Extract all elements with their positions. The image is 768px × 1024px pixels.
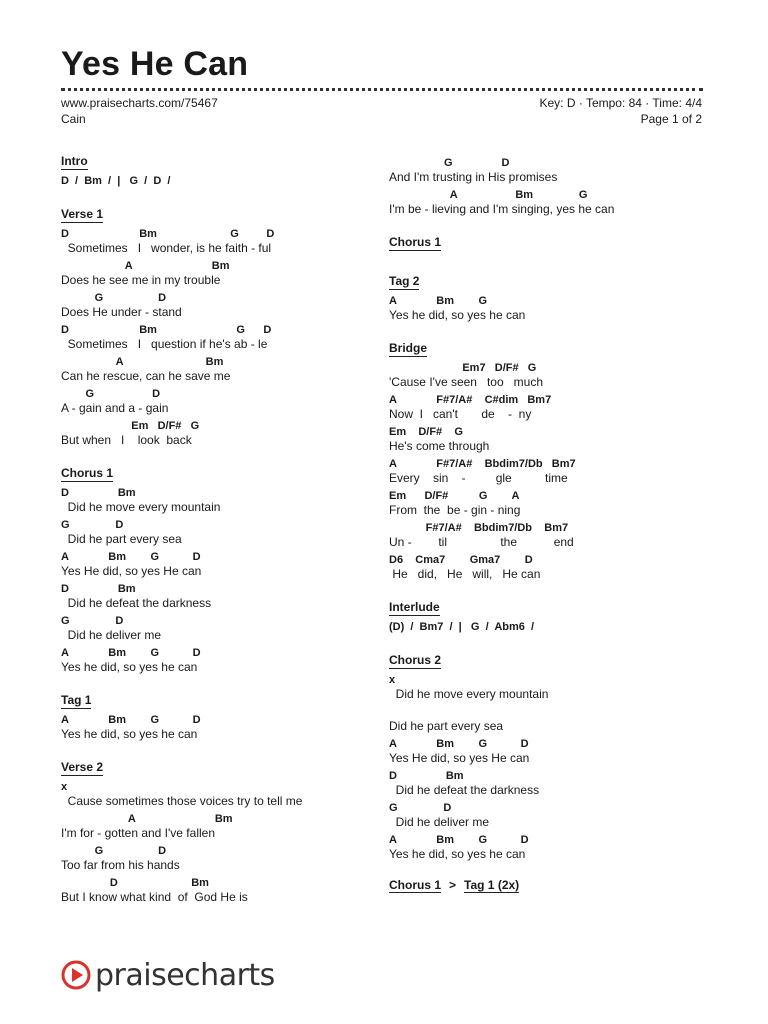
lyric-line: Too far from his hands — [61, 858, 180, 872]
song-section — [389, 272, 719, 322]
chord-line: A Bm G — [389, 189, 588, 201]
chord-line: Em D/F# G — [61, 420, 200, 432]
chord-line: D Bm — [61, 877, 209, 889]
song-section — [389, 651, 719, 861]
key-tempo-time: Key: D · Tempo: 84 · Time: 4/4 — [539, 96, 702, 110]
lyric-line: A - gain and a - gain — [61, 401, 169, 415]
flow-section-b: Tag 1 (2x) — [464, 878, 520, 892]
chord-line: A F#7/A# C#dim Bm7 — [389, 394, 552, 406]
lyric-line: He did, He will, He can — [389, 567, 541, 581]
song-section — [61, 758, 361, 904]
lyric-line: Sometimes I question if he's ab - le — [61, 337, 268, 351]
chord-line: D6 Cma7 Gma7 D — [389, 554, 533, 566]
chord-line: Em7 D/F# G — [389, 362, 537, 374]
lyric-line: Every sin - gle time — [389, 471, 568, 485]
lyric-line: But when I look back — [61, 433, 192, 447]
chord-line: G D — [389, 802, 452, 814]
lyric-line: I'm be - lieving and I'm singing, yes he can — [389, 202, 615, 216]
song-section — [389, 598, 719, 634]
chord-line: D Bm — [389, 770, 464, 782]
chord-line: G D — [61, 292, 167, 304]
title-divider — [61, 88, 703, 91]
chord-line: A Bm G D — [61, 714, 201, 726]
lyric-line: He's come through — [389, 439, 490, 453]
lyric-line: I'm for - gotten and I've fallen — [61, 826, 215, 840]
section-heading: Chorus 1 — [61, 466, 114, 480]
chord-line: A Bm — [61, 813, 233, 825]
lyric-line: Yes he did, so yes he can — [61, 727, 198, 741]
song-section — [389, 156, 719, 216]
lyric-line: Sometimes I wonder, is he faith - ful — [61, 241, 272, 255]
section-heading: Verse 1 — [61, 207, 104, 221]
chord-line: x — [389, 674, 396, 686]
section-heading: Tag 2 — [389, 274, 420, 288]
lyric-line: But I know what kind of God He is — [61, 890, 248, 904]
chord-line: D Bm G D — [61, 228, 275, 240]
lyric-line: Did he defeat the darkness — [61, 596, 212, 610]
page-number: Page 1 of 2 — [640, 112, 702, 126]
lyric-line: Yes He did, so yes He can — [61, 564, 202, 578]
chord-line: G D — [61, 615, 124, 627]
section-heading: Tag 1 — [61, 693, 92, 707]
lyric-line: And I'm trusting in His promises — [389, 170, 558, 184]
lyric-line: From the be - gin - ning — [389, 503, 521, 517]
song-flow — [389, 878, 719, 892]
chord-line: A Bm G D — [61, 647, 201, 659]
lyric-line: 'Cause I've seen too much — [389, 375, 543, 389]
chord-line: G D — [61, 388, 161, 400]
brand-name: praisecharts — [95, 957, 275, 993]
song-section — [61, 464, 361, 674]
play-logo-icon — [61, 960, 91, 990]
lyric-line: Now I can't de - ny — [389, 407, 532, 421]
song-section — [389, 339, 719, 581]
chord-line: G D — [61, 845, 167, 857]
chord-line: D Bm G D — [61, 324, 272, 336]
artist-name: Cain — [61, 112, 86, 126]
song-url[interactable]: www.praisecharts.com/75467 — [61, 96, 218, 110]
lyric-line: Did he deliver me — [389, 815, 490, 829]
praisecharts-logo — [61, 957, 275, 993]
lyric-line: Can he rescue, can he save me — [61, 369, 231, 383]
chord-line: D / Bm / | G / D / — [61, 175, 171, 187]
chord-line: F#7/A# Bbdim7/Db Bm7 — [389, 522, 569, 534]
lyric-line: Does He under - stand — [61, 305, 182, 319]
flow-separator: > — [449, 878, 457, 892]
chord-line: A Bm G D — [389, 834, 529, 846]
lyric-line: Cause sometimes those voices try to tell me — [61, 794, 303, 808]
chord-line: D Bm — [61, 487, 136, 499]
left-column — [61, 152, 361, 921]
flow-section-a: Chorus 1 — [389, 878, 442, 892]
chord-line: A Bm G D — [61, 551, 201, 563]
section-heading: Intro — [61, 154, 88, 168]
lyric-line: Did he deliver me — [61, 628, 162, 642]
chord-line: A Bm G D — [389, 738, 529, 750]
lyric-line: Did he move every mountain — [61, 500, 221, 514]
song-section — [61, 205, 361, 447]
song-section — [389, 233, 719, 255]
lyric-line: Yes he did, so yes he can — [61, 660, 198, 674]
chord-line: G D — [61, 519, 124, 531]
chord-line: A Bm — [61, 260, 230, 272]
right-column — [389, 156, 719, 892]
chord-line — [389, 705, 719, 719]
section-heading: Chorus 2 — [389, 653, 442, 667]
chord-line: G D — [389, 157, 510, 169]
lyric-line: Yes he did, so yes he can — [389, 847, 526, 861]
lyric-line: Did he defeat the darkness — [389, 783, 540, 797]
song-section — [61, 152, 361, 188]
chord-line: Em D/F# G A — [389, 490, 520, 502]
chord-line: A F#7/A# Bbdim7/Db Bm7 — [389, 458, 576, 470]
lyric-line: Did he part every sea — [389, 719, 504, 733]
song-title: Yes He Can — [61, 45, 249, 83]
lyric-line: Yes he did, so yes he can — [389, 308, 526, 322]
lyric-line: Un - til the end — [389, 535, 574, 549]
lyric-line: Does he see me in my trouble — [61, 273, 221, 287]
chord-line: A Bm — [61, 356, 224, 368]
chord-line: D Bm — [61, 583, 136, 595]
section-heading: Chorus 1 — [389, 235, 442, 249]
section-heading: Verse 2 — [61, 760, 104, 774]
lyric-line: Did he part every sea — [61, 532, 182, 546]
section-heading: Bridge — [389, 341, 428, 355]
chord-line: Em D/F# G — [389, 426, 463, 438]
section-heading: Interlude — [389, 600, 440, 614]
chord-line: x — [61, 781, 68, 793]
lyric-line: Yes He did, so yes He can — [389, 751, 530, 765]
chord-line: A Bm G — [389, 295, 487, 307]
song-section — [61, 691, 361, 741]
lyric-line: Did he move every mountain — [389, 687, 549, 701]
chord-line: (D) / Bm7 / | G / Abm6 / — [389, 621, 535, 633]
